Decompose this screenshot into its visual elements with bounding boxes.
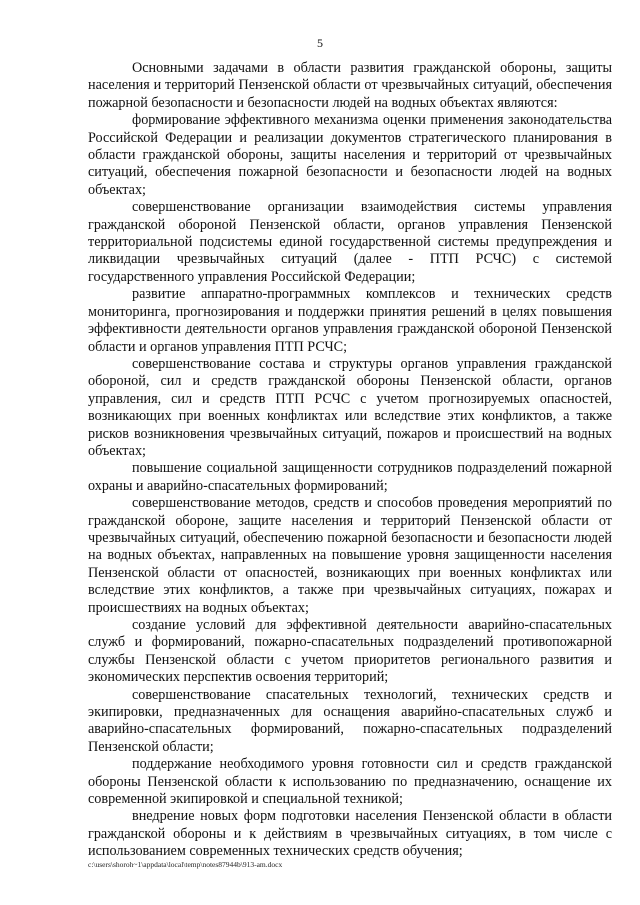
paragraph-item: поддержание необходимого уровня готовности сил и средств гражданской обороны Пензенской области к использованию по предназначению, оснащение их современной экипировкой и специальной техникой; — [88, 756, 612, 808]
paragraph-item: совершенствование спасательных технологий, технических средств и экипировки, предназначенных для оснащения аварийно-спасательных служб и аварийно-спасательных формирований, пожарно-спасательных подразделений Пензенской области; — [88, 686, 612, 755]
paragraph-intro: Основными задачами в области развития гражданской обороны, защиты населения и территорий Пензенской области от чрезвычайных ситуаций, обеспечения пожарной безопасности и безопасности людей на водных объектах являются: — [88, 60, 612, 111]
page-number: 5 — [317, 36, 323, 50]
footer-file-path: c:\users\shoroh~1\appdata\local\temp\notes87944b\913-am.docx — [88, 860, 283, 869]
paragraph-item: совершенствование методов, средств и способов проведения мероприятий по гражданской обороне, защите населения и территорий Пензенской области от чрезвычайных ситуаций, обеспечению пожарной безопасности и безопасности людей на водных объектах, направленных на повышение уровня защищенности населения Пензенской области от опасностей, возникающих при военных конфликтах или вследствие этих конфликтов, а также при чрезвычайных ситуациях, пожарах и происшествиях на водных объектах; — [88, 495, 612, 616]
paragraph-item: формирование эффективного механизма оценки применения законодательства Российской Федерации и реализации документов стратегического планирования в области гражданской обороны, защиты населения и территорий от чрезвычайных ситуаций, обеспечения пожарной безопасности и безопасности людей на водных объектах; — [88, 112, 612, 198]
paragraph-item: повышение социальной защищенности сотрудников подразделений пожарной охраны и аварийно-спасательных формирований; — [88, 460, 612, 494]
paragraph-item: внедрение новых форм подготовки населения Пензенской области в области гражданской обороны и к действиям в чрезвычайных ситуациях, в том числе с использованием современных технических средств обучения; — [88, 808, 612, 860]
paragraph-item: совершенствование организации взаимодействия системы управления гражданской обороной Пензенской области, органов управления Пензенской территориальной подсистемы единой государственной системы предупреждения и ликвидации чрезвычайных ситуаций (далее - ПТП РСЧС) с системой государственного управления Российской Федерации; — [88, 199, 612, 285]
paragraph-item: создание условий для эффективной деятельности аварийно-спасательных служб и формирований, пожарно-спасательных подразделений противопожарной службы Пензенской области с учетом приоритетов регионального развития и экономических перспектив освоения территорий; — [88, 617, 612, 686]
paragraph-item: развитие аппаратно-программных комплексов и технических средств мониторинга, прогнозирования и поддержки принятия решений в целях повышения эффективности деятельности органов управления гражданской обороной Пензенской области и органов управления ПТП РСЧС; — [88, 286, 612, 355]
paragraph-item: совершенствование состава и структуры органов управления гражданской обороной, сил и средств гражданской обороны Пензенской области, органов управления, сил и средств ПТП РСЧС с учетом прогнозируемых опасностей, возникающих при военных конфликтах или вследствие этих конфликтов, а также рисков возникновения чрезвычайных ситуаций, пожаров и происшествий на водных объектах; — [88, 355, 612, 459]
body-text — [88, 60, 612, 861]
